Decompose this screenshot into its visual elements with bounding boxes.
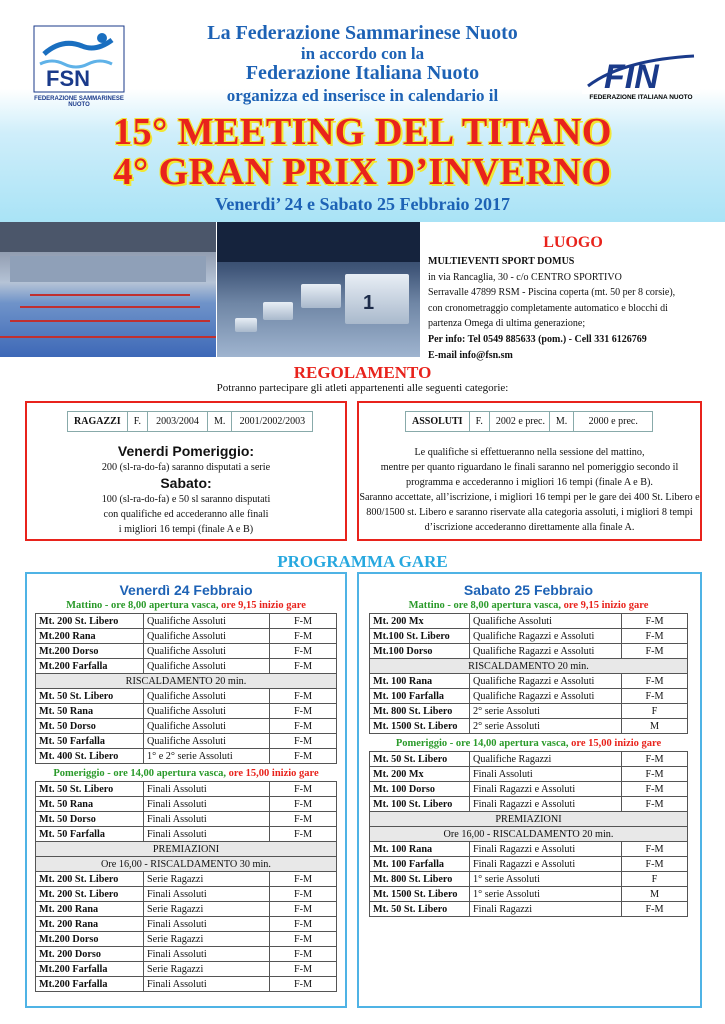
- event-type: Finali Assoluti: [144, 797, 270, 812]
- event-type: Finali Ragazzi e Assoluti: [470, 782, 622, 797]
- program-separator-row: [370, 659, 688, 674]
- saturday-afternoon-table: [369, 751, 688, 917]
- friday-morning-open: Mattino - ore 8,00 apertura vasca,: [66, 600, 219, 611]
- header-line-4: organizza ed inserisce in calendario il: [226, 86, 499, 105]
- event-gender: F-M: [270, 659, 337, 674]
- event-name: Mt. 200 Rana: [36, 917, 144, 932]
- program-separator-row: [36, 857, 337, 872]
- event-name: Mt.200 Rana: [36, 629, 144, 644]
- friday-afternoon-session: [35, 766, 337, 781]
- venue-name: MULTIEVENTI SPORT DOMUS: [428, 256, 575, 267]
- event-gender: F-M: [270, 887, 337, 902]
- fin-wave-icon: [582, 50, 700, 94]
- program-event-row: [36, 812, 337, 827]
- ragazzi-f-label: F.: [128, 412, 148, 431]
- friday-day-title: Venerdì 24 Febbraio: [119, 582, 253, 598]
- program-event-row: [36, 887, 337, 902]
- event-type: Finali Assoluti: [144, 812, 270, 827]
- event-gender: F-M: [270, 947, 337, 962]
- program-event-row: [36, 962, 337, 977]
- program-event-row: [370, 782, 688, 797]
- event-gender: F-M: [270, 932, 337, 947]
- event-name: Mt. 200 St. Libero: [36, 614, 144, 629]
- event-name: Mt.200 Farfalla: [36, 977, 144, 992]
- event-type: Finali Ragazzi e Assoluti: [470, 857, 622, 872]
- program-event-row: [370, 644, 688, 659]
- event-gender: F-M: [622, 629, 688, 644]
- event-name: Mt. 50 St. Libero: [370, 902, 470, 917]
- fsn-logo-caption: FEDERAZIONE SAMMARINESE NUOTO: [34, 96, 124, 108]
- program-event-row: [36, 644, 337, 659]
- event-gender: F: [622, 872, 688, 887]
- program-event-row: [370, 902, 688, 917]
- pool-photo: [0, 222, 216, 357]
- event-gender: F-M: [622, 752, 688, 767]
- program-event-row: [36, 629, 337, 644]
- event-type: Serie Ragazzi: [144, 932, 270, 947]
- program-event-row: [36, 749, 337, 764]
- saturday-afternoon-start: ore 15,00 inizio gare: [571, 738, 662, 749]
- program-separator-row: [370, 812, 688, 827]
- venue-phone: Per info: Tel 0549 885633 (pom.) - Cell 331 6126769: [428, 333, 647, 345]
- event-type: Finali Ragazzi: [470, 902, 622, 917]
- program-event-row: [36, 704, 337, 719]
- event-gender: F-M: [270, 917, 337, 932]
- ragazzi-m-label: M.: [208, 412, 232, 431]
- event-gender: F-M: [270, 782, 337, 797]
- event-name: Mt. 50 Farfalla: [36, 827, 144, 842]
- event-type: Qualifiche Assoluti: [144, 734, 270, 749]
- event-name: Mt. 50 St. Libero: [370, 752, 470, 767]
- venue-address: in via Rancaglia, 30 - c/o CENTRO SPORTIVO: [428, 271, 622, 283]
- program-separator-row: [36, 674, 337, 689]
- event-name: Mt. 50 Rana: [36, 797, 144, 812]
- fsn-logo-text: FSN: [46, 66, 90, 91]
- event-name: Mt. 200 St. Libero: [36, 887, 144, 902]
- event-gender: F-M: [270, 719, 337, 734]
- event-type: Finali Ragazzi e Assoluti: [470, 797, 622, 812]
- ragazzi-label: RAGAZZI: [68, 412, 128, 431]
- event-name: Mt. 50 Farfalla: [36, 734, 144, 749]
- event-gender: F-M: [622, 842, 688, 857]
- event-gender: F-M: [622, 782, 688, 797]
- event-type: 1° serie Assoluti: [470, 872, 622, 887]
- program-event-row: [36, 782, 337, 797]
- event-name: Mt. 800 St. Libero: [370, 872, 470, 887]
- ragazzi-f-years: 2003/2004: [148, 412, 208, 431]
- event-gender: F-M: [270, 644, 337, 659]
- header-banner: [0, 0, 725, 222]
- event-type: Qualifiche Ragazzi e Assoluti: [470, 644, 622, 659]
- program-event-row: [370, 614, 688, 629]
- friday-heading: Venerdi Pomeriggio:: [117, 443, 255, 459]
- venue-title: LUOGO: [543, 234, 603, 251]
- event-type: Qualifiche Assoluti: [144, 629, 270, 644]
- program-event-row: [36, 719, 337, 734]
- event-type: 1° e 2° serie Assoluti: [144, 749, 270, 764]
- event-gender: M: [622, 887, 688, 902]
- assoluti-text-4: Saranno accettate, all’iscrizione, i migliori 16 tempi per le gare dei 400 St. Libero e: [359, 492, 700, 503]
- event-name: Mt.200 Farfalla: [36, 659, 144, 674]
- regolamento-title: REGOLAMENTO: [293, 363, 432, 382]
- saturday-morning-session: [369, 598, 688, 613]
- event-type: Qualifiche Assoluti: [470, 614, 622, 629]
- event-name: Mt. 400 St. Libero: [36, 749, 144, 764]
- program-event-row: [36, 947, 337, 962]
- program-event-row: [36, 917, 337, 932]
- event-type: Finali Assoluti: [144, 977, 270, 992]
- event-gender: F-M: [270, 734, 337, 749]
- friday-morning-start: ore 9,15 inizio gare: [221, 600, 306, 611]
- event-name: Mt. 50 Rana: [36, 704, 144, 719]
- program-event-row: [370, 887, 688, 902]
- event-name: Mt. 1500 St. Libero: [370, 887, 470, 902]
- assoluti-text-2: mentre per quanto riguardano le finali saranno nel pomeriggio secondo il: [380, 462, 679, 473]
- program-event-row: [36, 932, 337, 947]
- program-event-row: [36, 659, 337, 674]
- event-name: Mt. 50 St. Libero: [36, 782, 144, 797]
- event-title-1: 15° MEETING DEL TITANO: [113, 111, 612, 153]
- program-event-row: [370, 797, 688, 812]
- event-gender: F-M: [270, 749, 337, 764]
- event-gender: F-M: [622, 674, 688, 689]
- event-name: Mt. 100 Rana: [370, 842, 470, 857]
- program-event-row: [370, 842, 688, 857]
- separator-label: Ore 16,00 - RISCALDAMENTO 20 min.: [370, 827, 688, 842]
- event-name: Mt. 50 St. Libero: [36, 689, 144, 704]
- saturday-text-2: con qualifiche ed accederanno alle finali: [103, 509, 269, 520]
- separator-label: Ore 16,00 - RISCALDAMENTO 30 min.: [36, 857, 337, 872]
- event-name: Mt.100 Dorso: [370, 644, 470, 659]
- program-event-row: [370, 704, 688, 719]
- fin-logo-text: FIN: [604, 58, 659, 94]
- friday-morning-session: [35, 598, 337, 613]
- venue-pool-info: Serravalle 47899 RSM - Piscina coperta (mt. 50 per 8 corsie),: [428, 287, 676, 299]
- saturday-text-3: i migliori 16 tempi (finale A e B): [118, 524, 254, 535]
- assoluti-f-years: 2002 e prec.: [490, 412, 550, 431]
- event-type: Qualifiche Ragazzi e Assoluti: [470, 674, 622, 689]
- assoluti-label: ASSOLUTI: [406, 412, 470, 431]
- event-type: Finali Assoluti: [144, 917, 270, 932]
- event-gender: F-M: [622, 797, 688, 812]
- fin-logo-caption: FEDERAZIONE ITALIANA NUOTO: [589, 94, 693, 101]
- program-event-row: [36, 797, 337, 812]
- ragazzi-m-years: 2001/2002/2003: [232, 412, 312, 431]
- saturday-program-box: [357, 572, 702, 1008]
- event-gender: F-M: [270, 902, 337, 917]
- event-gender: F-M: [622, 644, 688, 659]
- event-type: Finali Ragazzi e Assoluti: [470, 842, 622, 857]
- event-name: Mt. 200 Rana: [36, 902, 144, 917]
- event-type: 2° serie Assoluti: [470, 719, 622, 734]
- program-event-row: [36, 689, 337, 704]
- event-name: Mt. 1500 St. Libero: [370, 719, 470, 734]
- event-name: Mt.200 Dorso: [36, 932, 144, 947]
- friday-afternoon-start: ore 15,00 inizio gare: [228, 768, 319, 779]
- fin-logo: [582, 50, 700, 106]
- event-gender: F-M: [270, 962, 337, 977]
- event-type: Qualifiche Ragazzi: [470, 752, 622, 767]
- event-type: Finali Assoluti: [144, 827, 270, 842]
- event-name: Mt. 100 Farfalla: [370, 857, 470, 872]
- event-name: Mt. 200 Mx: [370, 767, 470, 782]
- event-type: Qualifiche Assoluti: [144, 704, 270, 719]
- venue-blocks-info: partenza Omega di ultima generazione;: [428, 318, 586, 330]
- event-type: Serie Ragazzi: [144, 902, 270, 917]
- event-gender: F-M: [270, 872, 337, 887]
- saturday-morning-open: Mattino - ore 8,00 apertura vasca,: [408, 600, 561, 611]
- regolamento-subtitle: Potranno partecipare gli atleti appartenenti alle seguenti categorie:: [216, 382, 509, 394]
- saturday-afternoon-open: Pomeriggio - ore 14,00 apertura vasca,: [395, 738, 569, 749]
- header-line-2: in accordo con la: [300, 44, 425, 63]
- program-event-row: [36, 902, 337, 917]
- program-event-row: [36, 872, 337, 887]
- program-event-row: [370, 857, 688, 872]
- assoluti-m-years: 2000 e prec.: [574, 412, 652, 431]
- saturday-heading: Sabato:: [160, 475, 212, 491]
- event-dates: Venerdi’ 24 e Sabato 25 Febbraio 2017: [215, 194, 510, 214]
- separator-label: RISCALDAMENTO 20 min.: [36, 674, 337, 689]
- event-name: Mt. 200 Mx: [370, 614, 470, 629]
- assoluti-m-label: M.: [550, 412, 574, 431]
- program-event-row: [370, 629, 688, 644]
- separator-label: PREMIAZIONI: [370, 812, 688, 827]
- program-event-row: [36, 734, 337, 749]
- program-event-row: [370, 689, 688, 704]
- friday-program-box: [25, 572, 347, 1008]
- program-event-row: [370, 719, 688, 734]
- assoluti-text-1: Le qualifiche si effettueranno nella sessione del mattino,: [414, 447, 645, 458]
- event-gender: F: [622, 704, 688, 719]
- saturday-text-1: 100 (sl-ra-do-fa) e 50 sl saranno disputati: [101, 494, 271, 505]
- separator-label: RISCALDAMENTO 20 min.: [370, 659, 688, 674]
- separator-label: PREMIAZIONI: [36, 842, 337, 857]
- programma-title: PROGRAMMA GARE: [277, 552, 448, 571]
- assoluti-text-3: programma e accederanno i migliori 16 tempi (finale A e B).: [406, 477, 653, 488]
- saturday-morning-table: [369, 613, 688, 734]
- program-event-row: [370, 752, 688, 767]
- event-gender: F-M: [622, 614, 688, 629]
- event-name: Mt. 100 Dorso: [370, 782, 470, 797]
- ragazzi-category-row: [67, 411, 313, 432]
- event-type: 2° serie Assoluti: [470, 704, 622, 719]
- event-type: Qualifiche Assoluti: [144, 644, 270, 659]
- event-gender: M: [622, 719, 688, 734]
- program-event-row: [370, 674, 688, 689]
- event-gender: F-M: [622, 857, 688, 872]
- event-type: Qualifiche Ragazzi e Assoluti: [470, 689, 622, 704]
- event-type: Serie Ragazzi: [144, 962, 270, 977]
- event-name: Mt.200 Farfalla: [36, 962, 144, 977]
- program-event-row: [36, 614, 337, 629]
- event-name: Mt. 100 Farfalla: [370, 689, 470, 704]
- assoluti-text-6: d’iscrizione accederanno direttamente alla finale A.: [424, 522, 635, 533]
- program-event-row: [36, 977, 337, 992]
- program-event-row: [36, 827, 337, 842]
- assoluti-text-5: 800/1500 st. Libero e saranno riservate alla categoria assoluti, i migliori 8 tempi: [366, 507, 693, 518]
- venue-email: E-mail info@fsn.sm: [428, 349, 513, 361]
- event-name: Mt.200 Dorso: [36, 644, 144, 659]
- event-gender: F-M: [270, 629, 337, 644]
- program-separator-row: [370, 827, 688, 842]
- assoluti-category-row: [405, 411, 653, 432]
- event-gender: F-M: [270, 614, 337, 629]
- event-name: Mt. 200 Dorso: [36, 947, 144, 962]
- saturday-afternoon-session: [369, 736, 688, 751]
- event-gender: F-M: [270, 797, 337, 812]
- event-name: Mt. 100 Rana: [370, 674, 470, 689]
- event-type: Qualifiche Assoluti: [144, 614, 270, 629]
- header-line-3: Federazione Italiana Nuoto: [245, 62, 480, 84]
- header-line-1: La Federazione Sammarinese Nuoto: [207, 22, 518, 44]
- event-type: Qualifiche Assoluti: [144, 689, 270, 704]
- event-name: Mt.100 St. Libero: [370, 629, 470, 644]
- event-type: 1° serie Assoluti: [470, 887, 622, 902]
- event-type: Qualifiche Assoluti: [144, 659, 270, 674]
- event-gender: F-M: [270, 812, 337, 827]
- event-type: Qualifiche Assoluti: [144, 719, 270, 734]
- event-type: Finali Assoluti: [144, 947, 270, 962]
- friday-morning-table: [35, 613, 337, 764]
- event-name: Mt. 800 St. Libero: [370, 704, 470, 719]
- program-event-row: [370, 767, 688, 782]
- event-name: Mt. 100 St. Libero: [370, 797, 470, 812]
- event-name: Mt. 200 St. Libero: [36, 872, 144, 887]
- event-name: Mt. 50 Dorso: [36, 812, 144, 827]
- event-type: Finali Assoluti: [470, 767, 622, 782]
- event-type: Qualifiche Ragazzi e Assoluti: [470, 629, 622, 644]
- event-gender: F-M: [622, 767, 688, 782]
- friday-afternoon-table: [35, 781, 337, 992]
- friday-afternoon-open: Pomeriggio - ore 14,00 apertura vasca,: [53, 768, 227, 779]
- assoluti-f-label: F.: [470, 412, 490, 431]
- saturday-morning-start: ore 9,15 inizio gare: [563, 600, 649, 611]
- starting-blocks-photo: 1: [217, 222, 420, 357]
- event-gender: F-M: [270, 704, 337, 719]
- event-type: Finali Assoluti: [144, 887, 270, 902]
- event-gender: F-M: [270, 689, 337, 704]
- event-gender: F-M: [270, 977, 337, 992]
- event-type: Serie Ragazzi: [144, 872, 270, 887]
- event-title-2: 4° GRAN PRIX D’INVERNO: [113, 151, 612, 193]
- event-name: Mt. 50 Dorso: [36, 719, 144, 734]
- ragazzi-box: [25, 401, 347, 541]
- venue-timing-info: con cronometraggio completamente automatico e blocchi di: [428, 302, 668, 314]
- event-gender: F-M: [270, 827, 337, 842]
- venue-section: [428, 234, 718, 363]
- friday-text: 200 (sl-ra-do-fa) saranno disputati a serie: [101, 462, 271, 473]
- program-event-row: [370, 872, 688, 887]
- event-gender: F-M: [622, 689, 688, 704]
- saturday-day-title: Sabato 25 Febbraio: [463, 582, 594, 598]
- program-separator-row: [36, 842, 337, 857]
- event-gender: F-M: [622, 902, 688, 917]
- event-type: Finali Assoluti: [144, 782, 270, 797]
- assoluti-box: [357, 401, 702, 541]
